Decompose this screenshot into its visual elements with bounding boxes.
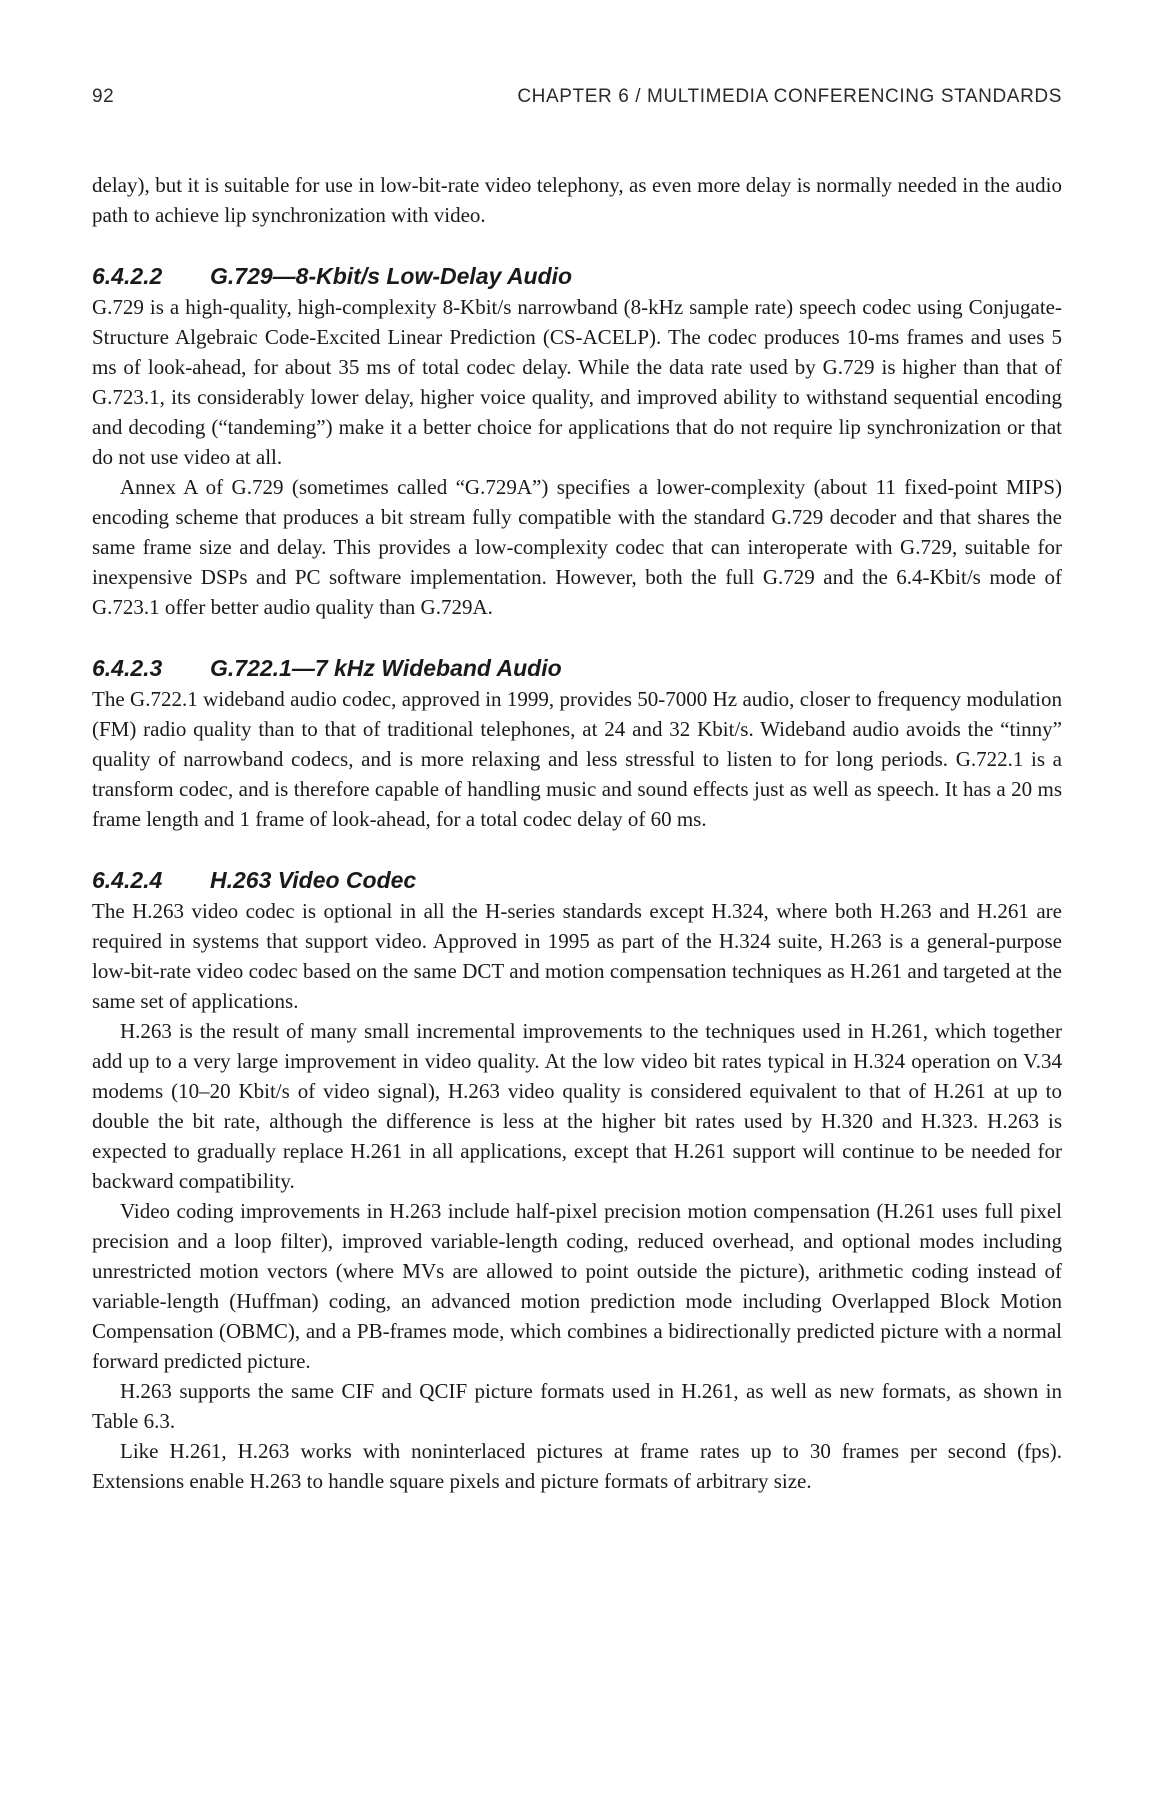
section-number: 6.4.2.4	[92, 867, 163, 893]
running-header	[92, 86, 1062, 112]
page-body	[92, 170, 1062, 1496]
paragraph: The H.263 video codec is optional in all the H-series standards except H.324, where both H.263 and H.261 are required in systems that support video. Approved in 1995 as part of the H.324 suite, H.263 is a general-purpose low-bit-rate video codec based on the same DCT and motion compensation techniques as H.261 and targeted at the same set of applications.	[92, 899, 1062, 1013]
section-heading	[92, 864, 1062, 896]
section-number: 6.4.2.2	[92, 263, 163, 289]
chapter-title: CHAPTER 6 / MULTIMEDIA CONFERENCING STANDARDS	[517, 86, 1062, 107]
paragraph: H.263 is the result of many small incremental improvements to the techniques used in H.261, which together add up to a very large improvement in video quality. At the low video bit rates typical in H.324 operation on V.34 modems (10–20 Kbit/s of video signal), H.263 video quality is considered equivalent to that of H.261 at up to double the bit rate, although the difference is less at the higher bit rates used by H.320 and H.323. H.263 is expected to gradually replace H.261 in all applications, except that H.261 support will continue to be needed for backward compatibility.	[92, 1019, 1062, 1193]
section-title: H.263 Video Codec	[210, 867, 417, 893]
intro-paragraph: delay), but it is suitable for use in low-bit-rate video telephony, as even more delay is normally needed in the audio path to achieve lip synchronization with video.	[92, 173, 1062, 227]
section-title: G.722.1—7 kHz Wideband Audio	[210, 655, 562, 681]
paragraph: The G.722.1 wideband audio codec, approved in 1999, provides 50-7000 Hz audio, closer to frequency modulation (FM) radio quality than to that of traditional telephones, at 24 and 32 Kbit/s. Wideband audio avoids the “tinny” quality of narrowband codecs, and is more relaxing and less stressful to listen to for long periods. G.722.1 is a transform codec, and is therefore capable of handling music and sound effects just as well as speech. It has a 20 ms frame length and 1 frame of look-ahead, for a total codec delay of 60 ms.	[92, 687, 1062, 831]
section-number: 6.4.2.3	[92, 655, 163, 681]
paragraph: G.729 is a high-quality, high-complexity 8-Kbit/s narrowband (8-kHz sample rate) speech codec using Conjugate-Structure Algebraic Code-Excited Linear Prediction (CS-ACELP). The codec produces 10-ms frames and uses 5 ms of look-ahead, for about 35 ms of total codec delay. While the data rate used by G.729 is higher than that of G.723.1, its considerably lower delay, higher voice quality, and improved ability to withstand sequential encoding and decoding (“tandeming”) make it a better choice for applications that do not require lip synchronization or that do not use video at all.	[92, 295, 1062, 469]
section-title: G.729—8-Kbit/s Low-Delay Audio	[210, 263, 573, 289]
section-heading	[92, 260, 1062, 292]
section-g7221	[92, 652, 1062, 834]
page-number: 92	[92, 86, 115, 107]
paragraph: Like H.261, H.263 works with noninterlaced pictures at frame rates up to 30 frames per second (fps). Extensions enable H.263 to handle square pixels and picture formats of arbitrary size.	[92, 1439, 1062, 1493]
paragraph: Annex A of G.729 (sometimes called “G.729A”) specifies a lower-complexity (about 11 fixed-point MIPS) encoding scheme that produces a bit stream fully compatible with the standard G.729 decoder and that shares the same frame size and delay. This provides a low-complexity codec that can interoperate with G.729, suitable for inexpensive DSPs and PC software implementation. However, both the full G.729 and the 6.4-Kbit/s mode of G.723.1 offer better audio quality than G.729A.	[92, 475, 1062, 619]
section-h263	[92, 864, 1062, 1496]
section-g729	[92, 260, 1062, 622]
paragraph: Video coding improvements in H.263 include half-pixel precision motion compensation (H.261 uses full pixel precision and a loop filter), improved variable-length coding, reduced overhead, and optional modes including unrestricted motion vectors (where MVs are allowed to point outside the picture), arithmetic coding instead of variable-length (Huffman) coding, an advanced motion prediction mode including Overlapped Block Motion Compensation (OBMC), and a PB-frames mode, which combines a bidirectionally predicted picture with a normal forward predicted picture.	[92, 1199, 1062, 1373]
paragraph: H.263 supports the same CIF and QCIF picture formats used in H.261, as well as new formats, as shown in Table 6.3.	[92, 1379, 1062, 1433]
section-heading	[92, 652, 1062, 684]
